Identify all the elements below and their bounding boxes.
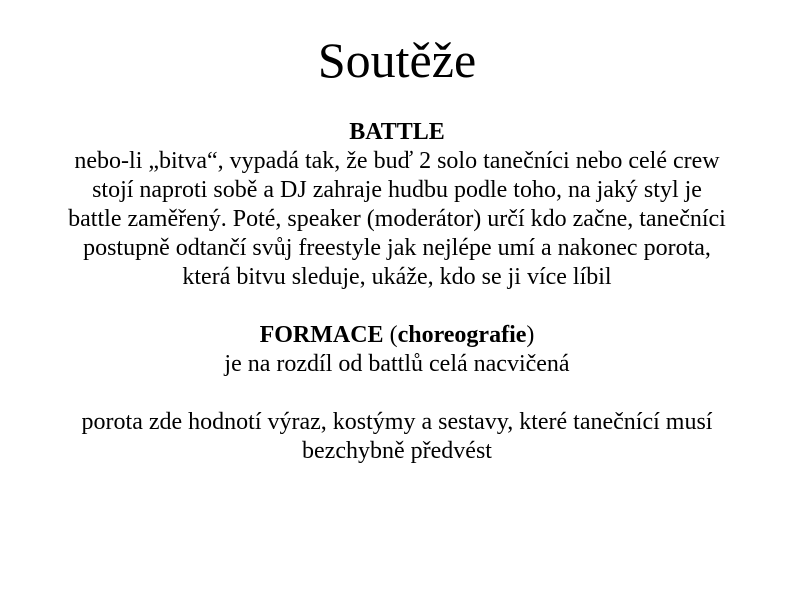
porota-line-1: porota zde hodnotí výraz, kostýmy a sestavy, které tanečnící musí [81, 409, 713, 435]
battle-line-5: která bitvu sleduje, ukáže, kdo se ji více líbil [182, 264, 612, 290]
formace-heading-paren-close: ) [526, 322, 535, 348]
battle-line-4: postupně odtančí svůj freestyle jak nejlépe umí a nakonec porota, [83, 235, 711, 261]
slide-body [20, 118, 774, 466]
spacer [20, 379, 774, 408]
porota-line-2: bezchybně předvést [302, 438, 492, 464]
battle-line-1: nebo-li „bitva“, vypadá tak, že buď 2 solo tanečníci nebo celé crew [74, 148, 720, 174]
formace-heading [20, 321, 774, 350]
slide-title: Soutěže [317, 32, 477, 88]
battle-heading: BATTLE [349, 119, 445, 145]
spacer [20, 292, 774, 321]
formace-line: je na rozdíl od battlů celá nacvičená [224, 351, 570, 377]
formace-heading-bold2: choreografie [397, 322, 527, 348]
battle-line-3: battle zaměřený. Poté, speaker (moderátor) určí kdo začne, tanečníci [68, 206, 726, 232]
battle-line-2: stojí naproti sobě a DJ zahraje hudbu podle toho, na jaký styl je [92, 177, 702, 203]
formace-heading-paren-open: ( [383, 322, 398, 348]
formace-heading-bold: FORMACE [259, 322, 384, 348]
